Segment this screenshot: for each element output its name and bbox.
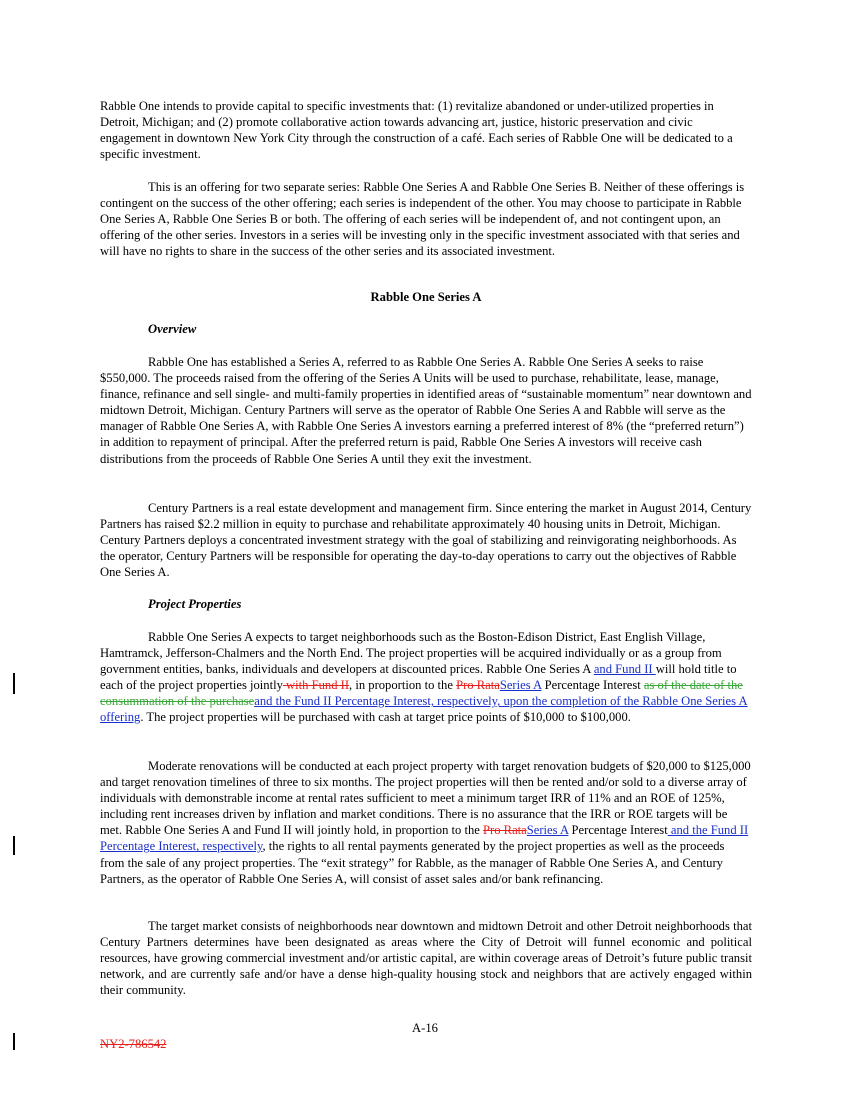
- deletion-mark: Pro Rata: [456, 678, 500, 693]
- intro-paragraph-2: This is an offering for two separate series: Rabble One Series A and Rabble One Series B. Neither of these offerings is contingent on the success of the other offering; each series is independent of the other. You may choose to participate in Rabble One Series A, Rabble One Series B or both. The offering of each series will be independent of, and not contingent upon, an offering of the other series. Investors in a series will be investing only in the specific investment associated with that series and will have no rights to share in the success of the other series and its associated investment.: [100, 180, 745, 259]
- document-id: NY2-786542: [100, 1037, 167, 1051]
- project-properties-paragraph-3: The target market consists of neighborhoods near downtown and midtown Detroit and other Detroit neighborhoods that Century Partners determines have been designated as areas where the City of Detroit will funnel economic and political resources, have growing commercial investment and/or artistic capital, are within coverage areas of Detroit’s future public transit network, and are currently safe and/or have a dense high-quality housing stock and neighbors that are actively engaged within their community.: [100, 919, 752, 998]
- project-properties-heading: Project Properties: [148, 597, 242, 611]
- insertion-mark: and the Fund II Percentage Interest, respectively, upon the completion of the Rabble One Series A offering: [100, 694, 748, 725]
- overview-paragraph-1: Rabble One has established a Series A, referred to as Rabble One Series A. Rabble One Series A seeks to raise $550,000. The proceeds raised from the offering of the Series A Units will be used to purchase, rehabilitate, lease, manage, finance, refinance and sell single- and multi-family properties in identified areas of “sustainable momentum” near downtown and midtown Detroit, Michigan. Century Partners will serve as the operator of Rabble One Series A and Rabble will serve as the manager of Rabble One Series A, with Rabble One Series A investors earning a preferred interest of 8% (the “preferred return”) in addition to repayment of principal. After the preferred return is paid, Rabble One Series A investors will receive cash distributions from the proceeds of Rabble One Series A until they exit the investment.: [100, 355, 752, 466]
- text-run: , the rights to all rental payments generated by the project properties as well as the proceeds from the sale of any project properties. The “exit strategy” for Rabble, as the manager of Rabble One Series A, and Century Partners, as the operator of Rabble One Series A, will consist of asset sales and/or bank refinancing.: [100, 839, 725, 886]
- insertion-mark: and Fund II: [593, 662, 656, 677]
- change-bar: [13, 673, 15, 694]
- project-properties-paragraph-1: [100, 629, 752, 726]
- overview-heading: Overview: [148, 322, 197, 336]
- page-number: A-16: [412, 1021, 438, 1035]
- text-run: Rabble One Series A expects to target neighborhoods such as the Boston-Edison District, East English Village, Hamtramck, Jefferson-Chalmers and the North End. The project properties will be acquired individually or as a group from government entities, banks, individuals and developers at discounted prices. Rabble One Series A: [100, 630, 722, 677]
- insertion-mark: Series A: [499, 678, 542, 693]
- overview-paragraph-2: Century Partners is a real estate development and management firm. Since entering the market in August 2014, Century Partners has raised $2.2 million in equity to purchase and rehabilitate approximately 40 housing units in Detroit, Michigan. Century Partners deploys a concentrated investment strategy with the goal of stabilizing and reinvigorating neighborhoods. As the operator, Century Partners will be responsible for operating the day-to-day operations to carry out the objectives of Rabble One Series A.: [100, 501, 752, 580]
- moved-deletion-mark: as of the date of the consummation of the purchase: [100, 678, 743, 709]
- intro-paragraph-1: Rabble One intends to provide capital to specific investments that: (1) revitalize abandoned or under-utilized properties in Detroit, Michigan; and (2) promote collaborative action towards advancing art, justice, historic preservation and civic engagement in downtown New York City through the construction of a café. Each series of Rabble One will be dedicated to a specific investment.: [100, 99, 733, 162]
- text-run: . The project properties will be purchased with cash at target price points of $10,000 to $100,000.: [140, 710, 631, 725]
- insertion-mark: Series A: [526, 823, 569, 838]
- text-run: will hold title to each of the project properties jointly: [100, 662, 737, 693]
- text-run: Moderate renovations will be conducted at each project property with target renovation budgets of $20,000 to $125,000 and target renovation timelines of three to six months. The project properties will then be rented and/or sold to a diverse array of individuals with demonstrable income at rental rates sufficient to meet a minimum target IRR of 11% and an ROE of 125%, including rent increases driven by inflation and market conditions. There is no assurance that the IRR or ROE targets will be met. Rabble One Series A and Fund II will jointly hold, in proportion to the: [100, 759, 751, 838]
- insertion-mark: and the Fund II Percentage Interest, respectively: [100, 823, 749, 854]
- text-run: Percentage Interest: [568, 823, 668, 838]
- deletion-mark: with Fund II: [282, 678, 350, 693]
- change-bar: [13, 836, 15, 855]
- section-title: Rabble One Series A: [370, 290, 482, 304]
- deletion-mark: Pro Rata: [483, 823, 527, 838]
- text-run: Percentage Interest: [541, 678, 644, 693]
- text-run: , in proportion to the: [349, 678, 457, 693]
- project-properties-paragraph-2: [100, 758, 752, 887]
